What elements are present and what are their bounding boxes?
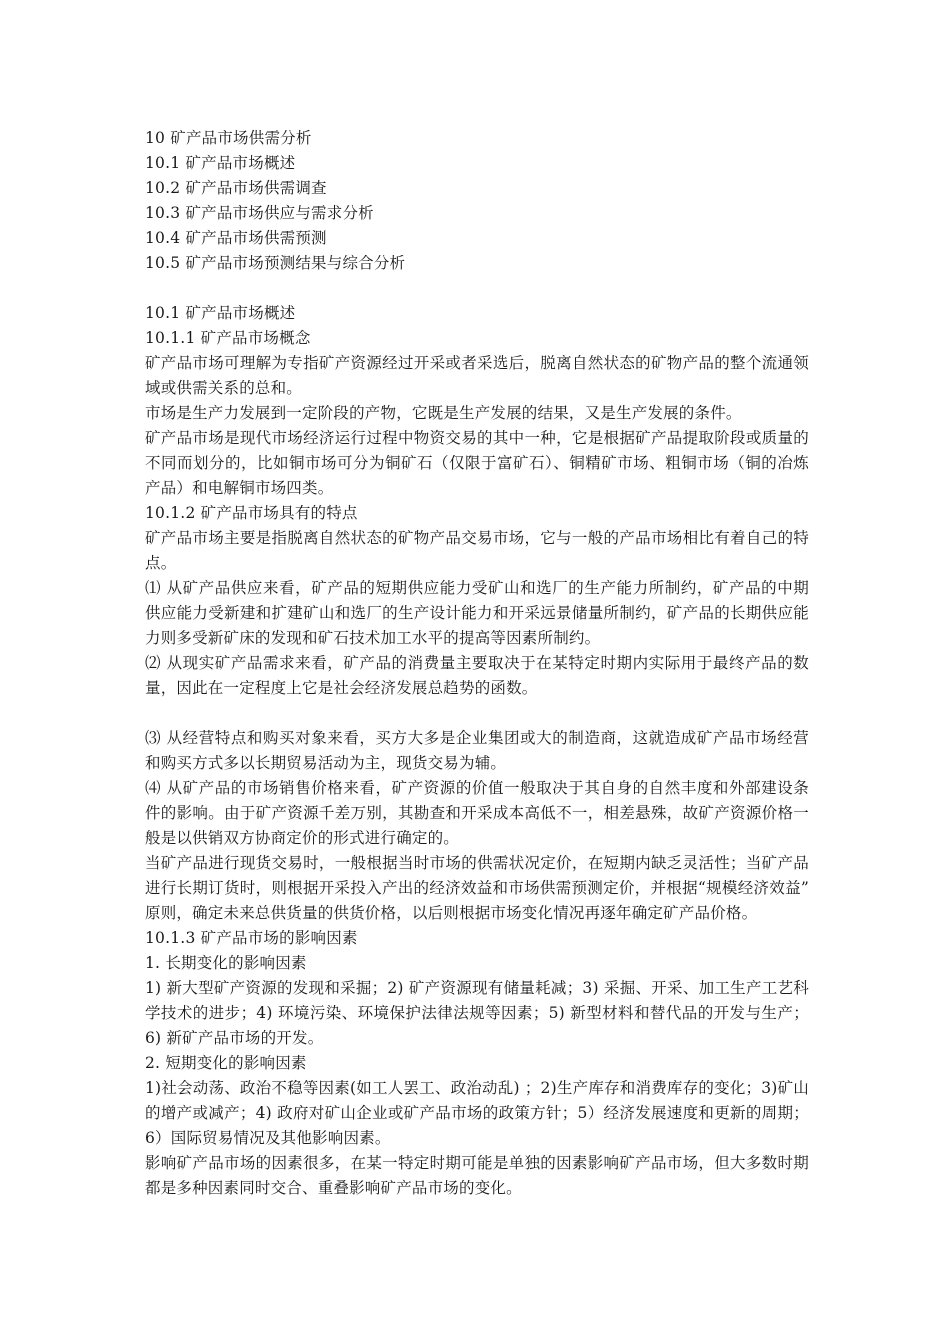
toc-item-10-5: 10.5 矿产品市场预测结果与综合分析 xyxy=(145,254,406,272)
paragraph: 矿产品市场是现代市场经济运行过程中物资交易的其中一种，它是根据矿产品提取阶段或质量的不同而划分的，比如铜市场可分为铜矿石（仅限于富矿石）、铜精矿市场、粗铜市场（铜的冶炼产品）和电解铜市场四类。 xyxy=(145,429,809,497)
section-10-1 xyxy=(145,301,825,1201)
list-item-4: ⑷ 从矿产品的市场销售价格来看，矿产资源的价值一般取决于其自身的自然丰度和外部建设条件的影响。由于矿产资源千差万别，其勘查和开采成本高低不一，相差悬殊，故矿产资源价格一般是以供销双方协商定价的形式进行确定的。 xyxy=(145,779,809,847)
table-of-contents xyxy=(145,126,809,276)
paragraph: 矿产品市场可理解为专指矿产资源经过开采或者采选后，脱离自然状态的矿物产品的整个流通领域或供需关系的总和。 xyxy=(145,354,809,397)
subsection-heading-concept: 10.1.1 矿产品市场概念 xyxy=(145,329,311,347)
list-item-1: ⑴ 从矿产品供应来看，矿产品的短期供应能力受矿山和选厂的生产能力所制约，矿产品的中期供应能力受新建和扩建矿山和选厂的生产设计能力和开采远景储量所制约，矿产品的长期供应能力则多受新矿床的发现和矿石技术加工水平的提高等因素所制约。 xyxy=(145,579,809,647)
paragraph: 市场是生产力发展到一定阶段的产物，它既是生产发展的结果，又是生产发展的条件。 xyxy=(145,404,742,422)
toc-item-10-4: 10.4 矿产品市场供需预测 xyxy=(145,229,327,247)
spacer xyxy=(145,276,809,301)
toc-item-chapter: 10 矿产品市场供需分析 xyxy=(145,129,312,147)
list-item-2: ⑵ 从现实矿产品需求来看，矿产品的消费量主要取决于在某特定时期内实际用于最终产品的数量，因此在一定程度上它是社会经济发展总趋势的函数。 xyxy=(145,654,809,697)
paragraph: 1) 新大型矿产资源的发现和采掘；2) 矿产资源现有储量耗减；3) 采掘、开采、加工生产工艺科学技术的进步；4) 环境污染、环境保护法律法规等因素；5) 新型材料和替代品的开发与生产；6) 新矿产品市场的开发。 xyxy=(145,979,809,1047)
paragraph: 影响矿产品市场的因素很多，在某一特定时期可能是单独的因素影响矿产品市场，但大多数时期都是多种因素同时交合、重叠影响矿产品市场的变化。 xyxy=(145,1154,809,1197)
section-heading: 10.1 矿产品市场概述 xyxy=(145,304,296,322)
list-item-3: ⑶ 从经营特点和购买对象来看，买方大多是企业集团或大的制造商，这就造成矿产品市场经营和购买方式多以长期贸易活动为主，现货交易为辅。 xyxy=(145,729,809,772)
toc-item-10-1: 10.1 矿产品市场概述 xyxy=(145,154,296,172)
subsection-heading-factors: 10.1.3 矿产品市场的影响因素 xyxy=(145,929,358,947)
document-page xyxy=(145,126,825,1201)
subsection-heading-features: 10.1.2 矿产品市场具有的特点 xyxy=(145,504,358,522)
toc-item-10-3: 10.3 矿产品市场供应与需求分析 xyxy=(145,204,374,222)
paragraph: 矿产品市场主要是指脱离自然状态的矿物产品交易市场，它与一般的产品市场相比有着自己的特点。 xyxy=(145,529,809,572)
paragraph: 当矿产品进行现货交易时，一般根据当时市场的供需状况定价，在短期内缺乏灵活性；当矿产品进行长期订货时，则根据开采投入产出的经济效益和市场供需预测定价，并根据“规模经济效益” 原则，确定未来总供货量的供货价格，以后则根据市场变化情况再逐年确定矿产品价格。 xyxy=(145,854,825,922)
factor-heading-short-term: 2. 短期变化的影响因素 xyxy=(145,1054,307,1072)
spacer xyxy=(145,701,809,726)
factor-heading-long-term: 1. 长期变化的影响因素 xyxy=(145,954,307,972)
paragraph: 1)社会动荡、政治不稳等因素(如工人罢工、政治动乱) ；2)生产库存和消费库存的变化；3)矿山的增产或减产；4) 政府对矿山企业或矿产品市场的政策方针；5）经济发展速度和更新的周期；6）国际贸易情况及其他影响因素。 xyxy=(145,1079,809,1147)
toc-item-10-2: 10.2 矿产品市场供需调查 xyxy=(145,179,327,197)
